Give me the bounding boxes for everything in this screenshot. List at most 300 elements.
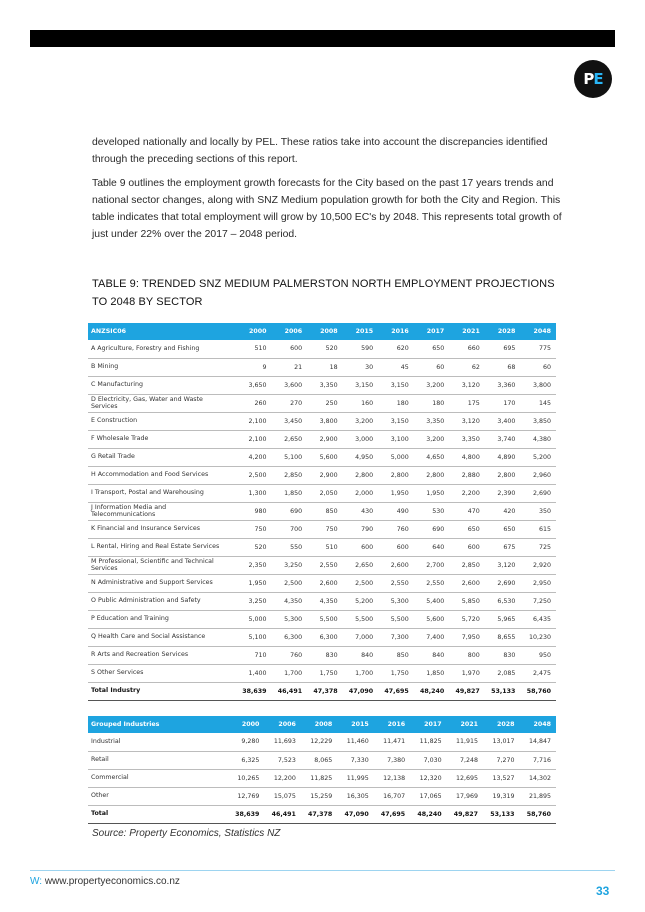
total-cell: 47,090 <box>337 805 373 823</box>
value-cell: 725 <box>520 538 556 556</box>
year-header: 2017 <box>414 323 450 340</box>
value-cell: 2,600 <box>449 574 485 592</box>
table-row <box>88 538 556 556</box>
value-cell: 2,950 <box>520 574 556 592</box>
value-cell: 3,850 <box>520 412 556 430</box>
sector-label: A Agriculture, Forestry and Fishing <box>88 340 236 358</box>
value-cell: 45 <box>378 358 414 376</box>
year-header: 2017 <box>410 716 446 733</box>
value-cell: 650 <box>449 520 485 538</box>
total-cell: 58,760 <box>520 682 556 700</box>
value-cell: 600 <box>449 538 485 556</box>
value-cell: 9,280 <box>228 733 264 751</box>
value-cell: 2,920 <box>520 556 556 574</box>
value-cell: 5,100 <box>236 628 272 646</box>
value-cell: 1,750 <box>378 664 414 682</box>
value-cell: 600 <box>272 340 308 358</box>
value-cell: 800 <box>449 646 485 664</box>
value-cell: 5,000 <box>236 610 272 628</box>
table-row <box>88 358 556 376</box>
total-row <box>88 805 556 823</box>
value-cell: 4,200 <box>236 448 272 466</box>
total-cell: 47,695 <box>378 682 414 700</box>
value-cell: 19,319 <box>483 787 519 805</box>
value-cell: 470 <box>449 502 485 520</box>
value-cell: 2,690 <box>520 484 556 502</box>
value-cell: 350 <box>520 502 556 520</box>
value-cell: 6,300 <box>307 628 343 646</box>
total-cell: 46,491 <box>264 805 300 823</box>
footer-website <box>30 876 180 887</box>
value-cell: 690 <box>414 520 450 538</box>
table-row <box>88 646 556 664</box>
value-cell: 7,400 <box>414 628 450 646</box>
value-cell: 2,500 <box>272 574 308 592</box>
value-cell: 3,150 <box>343 376 379 394</box>
table-row <box>88 340 556 358</box>
table-row <box>88 592 556 610</box>
value-cell: 600 <box>378 538 414 556</box>
value-cell: 260 <box>236 394 272 412</box>
year-header: 2028 <box>485 323 521 340</box>
value-cell: 11,915 <box>447 733 483 751</box>
value-cell: 760 <box>378 520 414 538</box>
table-row <box>88 412 556 430</box>
value-cell: 3,120 <box>449 376 485 394</box>
value-cell: 11,693 <box>264 733 300 751</box>
total-cell: 47,090 <box>343 682 379 700</box>
value-cell: 11,995 <box>337 769 373 787</box>
value-cell: 2,880 <box>449 466 485 484</box>
sector-label: P Education and Training <box>88 610 236 628</box>
value-cell: 7,300 <box>378 628 414 646</box>
table-row <box>88 787 556 805</box>
value-cell: 3,200 <box>414 376 450 394</box>
sector-label: Retail <box>88 751 228 769</box>
sector-label: L Rental, Hiring and Real Estate Services <box>88 538 236 556</box>
value-cell: 62 <box>449 358 485 376</box>
value-cell: 2,500 <box>343 574 379 592</box>
value-cell: 5,965 <box>485 610 521 628</box>
value-cell: 12,320 <box>410 769 446 787</box>
year-header: 2008 <box>301 716 337 733</box>
total-cell: 47,695 <box>374 805 410 823</box>
value-cell: 14,302 <box>520 769 557 787</box>
value-cell: 980 <box>236 502 272 520</box>
sector-label: H Accommodation and Food Services <box>88 466 236 484</box>
value-cell: 6,300 <box>272 628 308 646</box>
value-cell: 270 <box>272 394 308 412</box>
value-cell: 3,150 <box>378 376 414 394</box>
value-cell: 3,250 <box>236 592 272 610</box>
value-cell: 12,229 <box>301 733 337 751</box>
value-cell: 710 <box>236 646 272 664</box>
source-note: Source: Property Economics, Statistics NZ <box>92 828 281 839</box>
total-cell: 53,133 <box>485 682 521 700</box>
value-cell: 3,800 <box>520 376 556 394</box>
value-cell: 5,400 <box>414 592 450 610</box>
year-header: 2048 <box>520 716 557 733</box>
value-cell: 620 <box>378 340 414 358</box>
table-row <box>88 751 556 769</box>
value-cell: 2,475 <box>520 664 556 682</box>
table-row <box>88 484 556 502</box>
table-row <box>88 520 556 538</box>
value-cell: 10,230 <box>520 628 556 646</box>
value-cell: 7,330 <box>337 751 373 769</box>
value-cell: 520 <box>236 538 272 556</box>
value-cell: 21,895 <box>520 787 557 805</box>
value-cell: 7,270 <box>483 751 519 769</box>
logo-text: PE <box>583 70 603 88</box>
value-cell: 3,200 <box>343 412 379 430</box>
value-cell: 3,350 <box>449 430 485 448</box>
page-number: 33 <box>596 884 610 898</box>
value-cell: 3,650 <box>236 376 272 394</box>
value-cell: 2,800 <box>485 466 521 484</box>
value-cell: 3,120 <box>485 556 521 574</box>
value-cell: 2,800 <box>343 466 379 484</box>
value-cell: 21 <box>272 358 308 376</box>
value-cell: 2,850 <box>272 466 308 484</box>
sector-label: Commercial <box>88 769 228 787</box>
value-cell: 950 <box>520 646 556 664</box>
value-cell: 11,825 <box>301 769 337 787</box>
value-cell: 10,265 <box>228 769 264 787</box>
paragraph-2: Table 9 outlines the employment growth forecasts for the City based on the past 17 years trends and national sector changes, along with SNZ Medium population growth for both the City and Region. This table indicates that total employment will grow by 10,500 EC's by 2048. This represents total growth of just under 22% over the 2017 – 2048 period. <box>92 178 562 240</box>
table-row <box>88 556 556 574</box>
value-cell: 11,825 <box>410 733 446 751</box>
table-row <box>88 664 556 682</box>
value-cell: 1,700 <box>343 664 379 682</box>
value-cell: 13,527 <box>483 769 519 787</box>
value-cell: 8,655 <box>485 628 521 646</box>
value-cell: 2,800 <box>378 466 414 484</box>
value-cell: 3,100 <box>378 430 414 448</box>
value-cell: 3,350 <box>414 412 450 430</box>
value-cell: 2,100 <box>236 412 272 430</box>
total-cell: 53,133 <box>483 805 519 823</box>
value-cell: 3,120 <box>449 412 485 430</box>
value-cell: 4,800 <box>449 448 485 466</box>
value-cell: 2,390 <box>485 484 521 502</box>
value-cell: 675 <box>485 538 521 556</box>
value-cell: 2,650 <box>272 430 308 448</box>
value-cell: 250 <box>307 394 343 412</box>
value-cell: 430 <box>343 502 379 520</box>
table-row <box>88 733 556 751</box>
year-header: 2021 <box>449 323 485 340</box>
value-cell: 2,690 <box>485 574 521 592</box>
value-cell: 3,800 <box>307 412 343 430</box>
value-cell: 830 <box>485 646 521 664</box>
sector-label: M Professional, Scientific and Technical Services <box>88 556 236 574</box>
sector-label: D Electricity, Gas, Water and Waste Services <box>88 394 236 412</box>
value-cell: 1,400 <box>236 664 272 682</box>
total-cell: 47,378 <box>301 805 337 823</box>
value-cell: 420 <box>485 502 521 520</box>
value-cell: 17,969 <box>447 787 483 805</box>
value-cell: 3,350 <box>307 376 343 394</box>
sector-label: Other <box>88 787 228 805</box>
footer-divider <box>30 870 615 871</box>
total-row <box>88 682 556 700</box>
value-cell: 13,017 <box>483 733 519 751</box>
table-row <box>88 430 556 448</box>
table-row <box>88 574 556 592</box>
table-row <box>88 769 556 787</box>
value-cell: 17,065 <box>410 787 446 805</box>
value-cell: 3,250 <box>272 556 308 574</box>
value-cell: 3,600 <box>272 376 308 394</box>
value-cell: 16,707 <box>374 787 410 805</box>
value-cell: 695 <box>485 340 521 358</box>
table-row <box>88 394 556 412</box>
header-label: ANZSIC06 <box>88 323 236 340</box>
table-row <box>88 466 556 484</box>
year-header: 2016 <box>378 323 414 340</box>
value-cell: 1,950 <box>414 484 450 502</box>
value-cell: 16,305 <box>337 787 373 805</box>
value-cell: 1,850 <box>272 484 308 502</box>
table-row <box>88 448 556 466</box>
value-cell: 5,720 <box>449 610 485 628</box>
value-cell: 18 <box>307 358 343 376</box>
value-cell: 145 <box>520 394 556 412</box>
value-cell: 15,259 <box>301 787 337 805</box>
value-cell: 6,530 <box>485 592 521 610</box>
value-cell: 12,769 <box>228 787 264 805</box>
value-cell: 1,850 <box>414 664 450 682</box>
year-header: 2008 <box>307 323 343 340</box>
value-cell: 650 <box>485 520 521 538</box>
value-cell: 550 <box>272 538 308 556</box>
value-cell: 60 <box>520 358 556 376</box>
value-cell: 4,350 <box>307 592 343 610</box>
value-cell: 3,150 <box>378 412 414 430</box>
total-cell: 38,639 <box>236 682 272 700</box>
value-cell: 1,950 <box>236 574 272 592</box>
value-cell: 160 <box>343 394 379 412</box>
sector-label: G Retail Trade <box>88 448 236 466</box>
value-cell: 7,523 <box>264 751 300 769</box>
header-label: Grouped Industries <box>88 716 228 733</box>
value-cell: 490 <box>378 502 414 520</box>
value-cell: 4,380 <box>520 430 556 448</box>
value-cell: 510 <box>307 538 343 556</box>
value-cell: 2,550 <box>307 556 343 574</box>
value-cell: 5,300 <box>272 610 308 628</box>
value-cell: 2,350 <box>236 556 272 574</box>
value-cell: 640 <box>414 538 450 556</box>
value-cell: 850 <box>307 502 343 520</box>
value-cell: 68 <box>485 358 521 376</box>
value-cell: 4,890 <box>485 448 521 466</box>
value-cell: 4,350 <box>272 592 308 610</box>
value-cell: 5,000 <box>378 448 414 466</box>
value-cell: 830 <box>307 646 343 664</box>
total-label: Total <box>88 805 228 823</box>
value-cell: 7,950 <box>449 628 485 646</box>
value-cell: 7,030 <box>410 751 446 769</box>
value-cell: 15,075 <box>264 787 300 805</box>
value-cell: 750 <box>307 520 343 538</box>
value-cell: 2,800 <box>414 466 450 484</box>
table-row <box>88 502 556 520</box>
value-cell: 3,000 <box>343 430 379 448</box>
value-cell: 1,300 <box>236 484 272 502</box>
value-cell: 510 <box>236 340 272 358</box>
pe-logo <box>574 60 612 98</box>
value-cell: 1,700 <box>272 664 308 682</box>
value-cell: 3,400 <box>485 412 521 430</box>
table-header-row <box>88 323 556 340</box>
value-cell: 175 <box>449 394 485 412</box>
total-cell: 38,639 <box>228 805 264 823</box>
year-header: 2006 <box>264 716 300 733</box>
value-cell: 7,248 <box>447 751 483 769</box>
table-row <box>88 628 556 646</box>
value-cell: 7,716 <box>520 751 557 769</box>
value-cell: 14,847 <box>520 733 557 751</box>
value-cell: 3,200 <box>414 430 450 448</box>
value-cell: 5,200 <box>520 448 556 466</box>
value-cell: 5,600 <box>307 448 343 466</box>
table-header-row <box>88 716 556 733</box>
year-header: 2000 <box>236 323 272 340</box>
value-cell: 790 <box>343 520 379 538</box>
sector-label: K Financial and Insurance Services <box>88 520 236 538</box>
sector-label: R Arts and Recreation Services <box>88 646 236 664</box>
value-cell: 660 <box>449 340 485 358</box>
sector-label: Q Health Care and Social Assistance <box>88 628 236 646</box>
value-cell: 6,325 <box>228 751 264 769</box>
year-header: 2015 <box>337 716 373 733</box>
table-row <box>88 376 556 394</box>
website-link[interactable]: www.propertyeconomics.co.nz <box>44 876 180 887</box>
total-cell: 49,827 <box>447 805 483 823</box>
year-header: 2015 <box>343 323 379 340</box>
value-cell: 30 <box>343 358 379 376</box>
value-cell: 2,850 <box>449 556 485 574</box>
value-cell: 11,460 <box>337 733 373 751</box>
total-cell: 58,760 <box>520 805 557 823</box>
value-cell: 2,600 <box>307 574 343 592</box>
value-cell: 180 <box>378 394 414 412</box>
year-header: 2028 <box>483 716 519 733</box>
value-cell: 530 <box>414 502 450 520</box>
sector-label: F Wholesale Trade <box>88 430 236 448</box>
value-cell: 5,200 <box>343 592 379 610</box>
year-header: 2048 <box>520 323 556 340</box>
value-cell: 2,550 <box>378 574 414 592</box>
value-cell: 3,450 <box>272 412 308 430</box>
value-cell: 840 <box>414 646 450 664</box>
sector-label: I Transport, Postal and Warehousing <box>88 484 236 502</box>
value-cell: 5,300 <box>378 592 414 610</box>
web-prefix: W: <box>30 876 43 887</box>
value-cell: 760 <box>272 646 308 664</box>
value-cell: 2,200 <box>449 484 485 502</box>
value-cell: 2,500 <box>236 466 272 484</box>
value-cell: 5,500 <box>378 610 414 628</box>
value-cell: 2,050 <box>307 484 343 502</box>
value-cell: 2,700 <box>414 556 450 574</box>
paragraph-1: developed nationally and locally by PEL. These ratios take into account the discrepancies identified through the preceding sections of this report. <box>92 137 548 165</box>
value-cell: 615 <box>520 520 556 538</box>
value-cell: 4,950 <box>343 448 379 466</box>
value-cell: 2,600 <box>378 556 414 574</box>
value-cell: 9 <box>236 358 272 376</box>
value-cell: 60 <box>414 358 450 376</box>
value-cell: 590 <box>343 340 379 358</box>
value-cell: 2,100 <box>236 430 272 448</box>
year-header: 2000 <box>228 716 264 733</box>
grouped-industries-table <box>88 716 556 824</box>
value-cell: 3,740 <box>485 430 521 448</box>
value-cell: 7,380 <box>374 751 410 769</box>
value-cell: 3,360 <box>485 376 521 394</box>
year-header: 2006 <box>272 323 308 340</box>
sector-label: N Administrative and Support Services <box>88 574 236 592</box>
value-cell: 2,650 <box>343 556 379 574</box>
value-cell: 8,065 <box>301 751 337 769</box>
year-header: 2021 <box>447 716 483 733</box>
value-cell: 1,750 <box>307 664 343 682</box>
value-cell: 775 <box>520 340 556 358</box>
value-cell: 5,500 <box>343 610 379 628</box>
value-cell: 7,000 <box>343 628 379 646</box>
total-label: Total Industry <box>88 682 236 700</box>
value-cell: 1,970 <box>449 664 485 682</box>
value-cell: 650 <box>414 340 450 358</box>
sector-label: B Mining <box>88 358 236 376</box>
total-cell: 47,378 <box>307 682 343 700</box>
value-cell: 2,550 <box>414 574 450 592</box>
value-cell: 11,471 <box>374 733 410 751</box>
value-cell: 7,250 <box>520 592 556 610</box>
sector-label: O Public Administration and Safety <box>88 592 236 610</box>
sector-label: C Manufacturing <box>88 376 236 394</box>
table-row <box>88 610 556 628</box>
total-cell: 48,240 <box>414 682 450 700</box>
value-cell: 850 <box>378 646 414 664</box>
value-cell: 2,900 <box>307 466 343 484</box>
value-cell: 750 <box>236 520 272 538</box>
value-cell: 600 <box>343 538 379 556</box>
employment-by-sector-table <box>88 323 556 701</box>
table-title: TABLE 9: TRENDED SNZ MEDIUM PALMERSTON NORTH EMPLOYMENT PROJECTIONS TO 2048 BY SECTOR <box>92 278 555 308</box>
total-cell: 48,240 <box>410 805 446 823</box>
header-bar <box>30 30 615 47</box>
value-cell: 180 <box>414 394 450 412</box>
year-header: 2016 <box>374 716 410 733</box>
value-cell: 12,695 <box>447 769 483 787</box>
value-cell: 5,850 <box>449 592 485 610</box>
value-cell: 840 <box>343 646 379 664</box>
value-cell: 5,500 <box>307 610 343 628</box>
value-cell: 5,600 <box>414 610 450 628</box>
value-cell: 5,100 <box>272 448 308 466</box>
value-cell: 690 <box>272 502 308 520</box>
value-cell: 12,138 <box>374 769 410 787</box>
value-cell: 2,000 <box>343 484 379 502</box>
sector-label: J Information Media and Telecommunications <box>88 502 236 520</box>
value-cell: 1,950 <box>378 484 414 502</box>
value-cell: 2,085 <box>485 664 521 682</box>
value-cell: 12,200 <box>264 769 300 787</box>
sector-label: Industrial <box>88 733 228 751</box>
